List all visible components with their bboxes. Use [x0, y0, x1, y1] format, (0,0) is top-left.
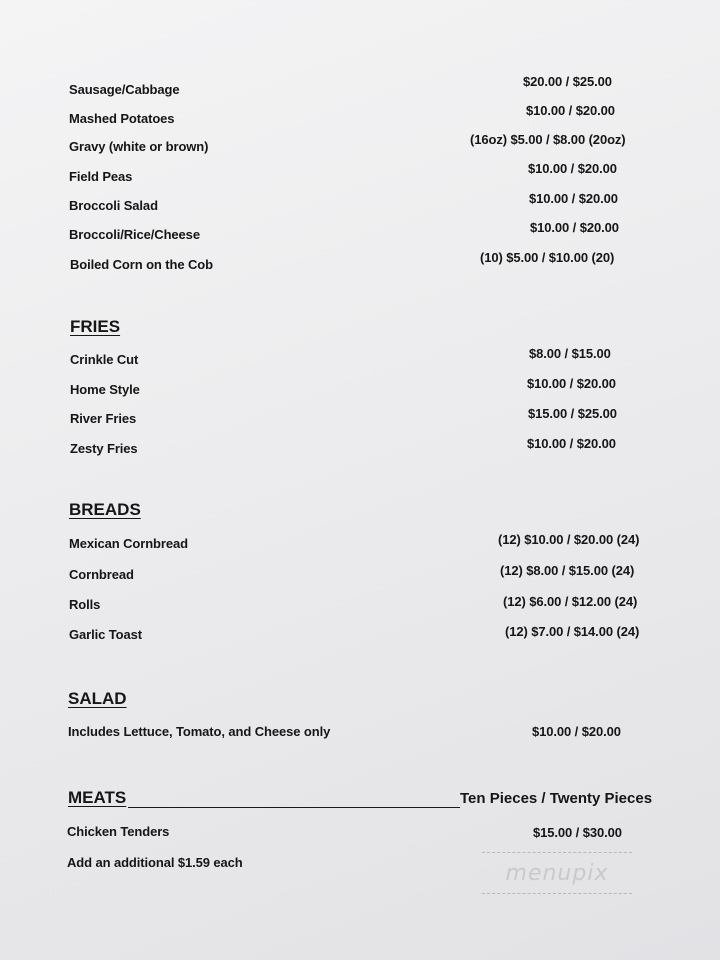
menu-item-name: Garlic Toast — [69, 627, 142, 642]
section-heading-breads: BREADS — [69, 500, 141, 519]
menu-item-name: Broccoli Salad — [69, 198, 158, 213]
menu-item-name: Boiled Corn on the Cob — [70, 257, 213, 272]
menu-item-name: Mexican Cornbread — [69, 536, 188, 551]
menu-item-name: Mashed Potatoes — [69, 111, 175, 126]
menu-item-price: $10.00 / $20.00 — [529, 191, 618, 206]
section-heading-fries: FRIES — [70, 317, 121, 336]
menu-item-price: (12) $6.00 / $12.00 (24) — [503, 594, 638, 609]
meats-note: Add an additional $1.59 each — [67, 855, 243, 870]
menu-item-price: $20.00 / $25.00 — [523, 74, 612, 89]
menu-item-price: $8.00 / $15.00 — [529, 346, 611, 361]
menu-item-price: (10) $5.00 / $10.00 (20) — [480, 250, 615, 265]
menu-item-price: $10.00 / $20.00 — [530, 220, 619, 235]
menu-item-price: $15.00 / $30.00 — [533, 825, 622, 840]
menu-item-name: Crinkle Cut — [70, 352, 139, 367]
menupix-watermark: menupix — [482, 852, 632, 894]
menu-item-name: Gravy (white or brown) — [69, 139, 209, 154]
menu-item-price: $10.00 / $20.00 — [526, 103, 615, 118]
meats-heading-rule — [128, 807, 460, 808]
menu-item-name: Cornbread — [69, 567, 134, 582]
menu-item-price: $10.00 / $20.00 — [527, 376, 616, 391]
menu-item-price: (16oz) $5.00 / $8.00 (20oz) — [470, 132, 626, 147]
menu-item-name: Zesty Fries — [70, 441, 138, 456]
menu-item-price: (12) $10.00 / $20.00 (24) — [498, 532, 640, 547]
menu-item-price: $15.00 / $25.00 — [528, 406, 617, 421]
menu-item-name: Rolls — [69, 597, 101, 612]
menu-item-name: Field Peas — [69, 169, 133, 184]
section-heading-meats: MEATS — [68, 788, 127, 807]
section-heading-salad: SALAD — [68, 689, 127, 708]
menu-item-price: (12) $8.00 / $15.00 (24) — [500, 563, 635, 578]
menu-item-name: Broccoli/Rice/Cheese — [69, 227, 200, 242]
menu-item-price: (12) $7.00 / $14.00 (24) — [505, 624, 640, 639]
menu-item-name: Chicken Tenders — [67, 824, 170, 839]
meats-column-header: Ten Pieces / Twenty Pieces — [460, 790, 653, 807]
menu-item-name: Home Style — [70, 382, 140, 397]
menu-item-price: $10.00 / $20.00 — [528, 161, 617, 176]
menu-item-price: $10.00 / $20.00 — [532, 724, 621, 739]
salad-description: Includes Lettuce, Tomato, and Cheese only — [68, 724, 331, 739]
menu-item-name: River Fries — [70, 411, 137, 426]
menu-item-price: $10.00 / $20.00 — [527, 436, 616, 451]
menu-item-name: Sausage/Cabbage — [69, 82, 180, 97]
